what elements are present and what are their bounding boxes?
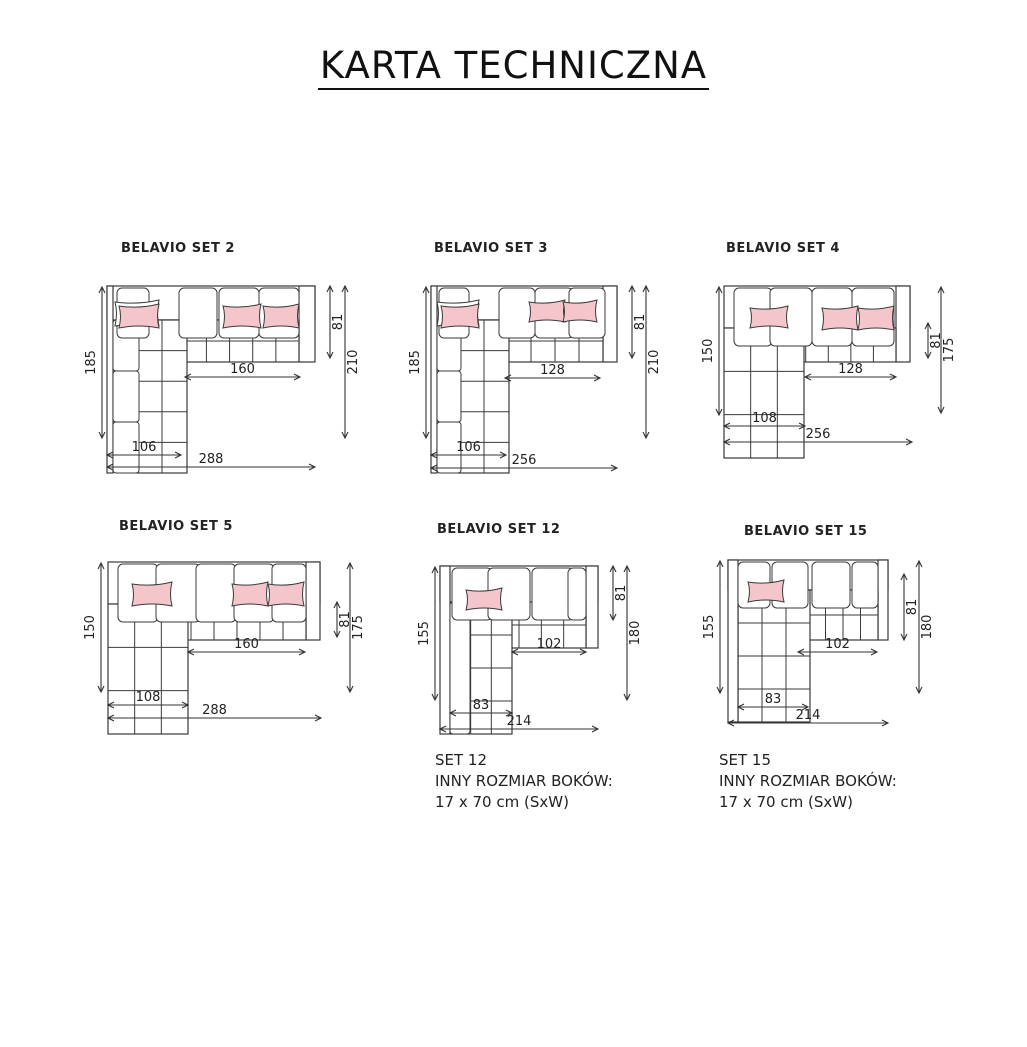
set5-dim-total-width-label: 288 — [202, 703, 227, 718]
set15-dim-back-label: 81 — [905, 598, 920, 616]
set12-right-arm — [586, 566, 598, 648]
set3-pink-pillow — [441, 304, 479, 328]
set4-dim-total-width-label: 256 — [805, 427, 831, 442]
set3-dim-chaise-label: 106 — [456, 440, 481, 455]
set15-dim-seat-label: 102 — [825, 637, 850, 652]
set12-dim-back-label: 81 — [614, 584, 629, 602]
set5-dim-back-label: 81 — [338, 611, 353, 628]
note-line: INNY ROZMIAR BOKÓW: — [719, 772, 897, 790]
set5-dim-left-depth-label: 150 — [83, 615, 98, 640]
set2-back-cushion — [179, 288, 217, 338]
set-12-label: BELAVIO SET 12 — [437, 522, 561, 537]
set4-dim-total-depth-label: 175 — [942, 337, 957, 363]
set-4-label: BELAVIO SET 4 — [726, 241, 840, 256]
set-5-label: BELAVIO SET 5 — [119, 519, 233, 534]
set4-pink-pillow — [822, 306, 858, 330]
set2-left-arm — [107, 286, 113, 473]
set2-dim-chaise-label: 106 — [131, 440, 157, 455]
set3-dim-total-depth-label: 210 — [647, 349, 662, 375]
set4-right-arm — [896, 286, 910, 362]
set2-dim-seat-label: 160 — [230, 362, 255, 377]
set15-dim-left-depth-label: 155 — [702, 614, 717, 640]
set12-left-arm — [440, 566, 450, 734]
set4-dim-chaise-label: 108 — [752, 411, 777, 426]
set2-pink-pillow — [119, 304, 159, 328]
set5-dim-total-depth-label: 175 — [351, 615, 366, 640]
set3-dim-left-depth-label: 185 — [408, 350, 423, 375]
set3-side-cushion — [437, 371, 461, 422]
set15-dim-chaise-label: 83 — [764, 692, 782, 707]
set2-side-cushion — [113, 371, 139, 422]
set5-right-arm — [306, 562, 320, 640]
set12-back-cushion — [568, 568, 586, 620]
note-line: 17 x 70 cm (SxW) — [719, 793, 853, 811]
set4-pink-pillow — [750, 306, 788, 328]
set12-dim-seat-label: 102 — [536, 637, 562, 652]
note-line: INNY ROZMIAR BOKÓW: — [435, 772, 613, 790]
set5-chaise-frame — [108, 604, 188, 734]
set5-dim-seat-label: 160 — [234, 637, 259, 652]
set4-dim-back-label: 81 — [929, 332, 944, 349]
set5-pink-pillow — [132, 582, 172, 606]
set5-dim-chaise-label: 108 — [135, 690, 161, 705]
set12-dim-chaise-label: 83 — [472, 698, 490, 713]
set12-dim-left-depth-label: 155 — [417, 621, 432, 646]
set4-dim-left-depth-label: 150 — [701, 338, 716, 364]
set3-pink-pillow — [529, 300, 565, 322]
set3-dim-back-label: 81 — [633, 313, 648, 331]
set15-back-cushion — [812, 562, 850, 608]
set12-dim-total-width-label: 214 — [506, 714, 532, 729]
set3-dim-seat-label: 128 — [540, 363, 565, 378]
set15-back-cushion — [852, 562, 878, 608]
page-title: KARTA TECHNICZNA — [0, 44, 1027, 87]
set3-dim-total-width-label: 256 — [511, 453, 537, 468]
set4-chaise-frame — [724, 328, 804, 458]
set5-pink-pillow — [232, 582, 268, 606]
set2-right-arm — [299, 286, 315, 362]
note-line: SET 15 — [719, 751, 772, 769]
set12-pink-pillow — [466, 588, 502, 610]
set4-dim-seat-label: 128 — [838, 362, 863, 377]
set15-dim-total-width-label: 214 — [795, 708, 821, 723]
set-3-label: BELAVIO SET 3 — [434, 241, 548, 256]
set2-dim-back-label: 81 — [331, 313, 346, 331]
set12-dim-total-depth-label: 180 — [628, 620, 643, 646]
set3-pink-pillow — [563, 300, 597, 322]
note-line: 17 x 70 cm (SxW) — [435, 793, 569, 811]
set15-left-arm — [728, 560, 738, 722]
set-2-label: BELAVIO SET 2 — [121, 241, 235, 256]
note-line: SET 12 — [435, 751, 488, 769]
set2-pink-pillow — [223, 304, 261, 328]
set2-pink-pillow — [263, 304, 299, 328]
set15-pink-pillow — [748, 580, 784, 602]
set3-back-cushion — [499, 288, 535, 338]
set15-dim-total-depth-label: 180 — [920, 614, 935, 640]
set3-left-arm — [431, 286, 437, 473]
set4-pink-pillow — [858, 306, 894, 330]
set-15-label: BELAVIO SET 15 — [744, 524, 868, 539]
set2-dim-left-depth-label: 185 — [84, 350, 99, 375]
set2-dim-total-depth-label: 210 — [346, 349, 361, 375]
set5-pink-pillow — [268, 582, 304, 606]
set5-back-cushion — [196, 564, 236, 622]
set15-right-arm — [878, 560, 888, 640]
set2-dim-total-width-label: 288 — [198, 452, 224, 467]
